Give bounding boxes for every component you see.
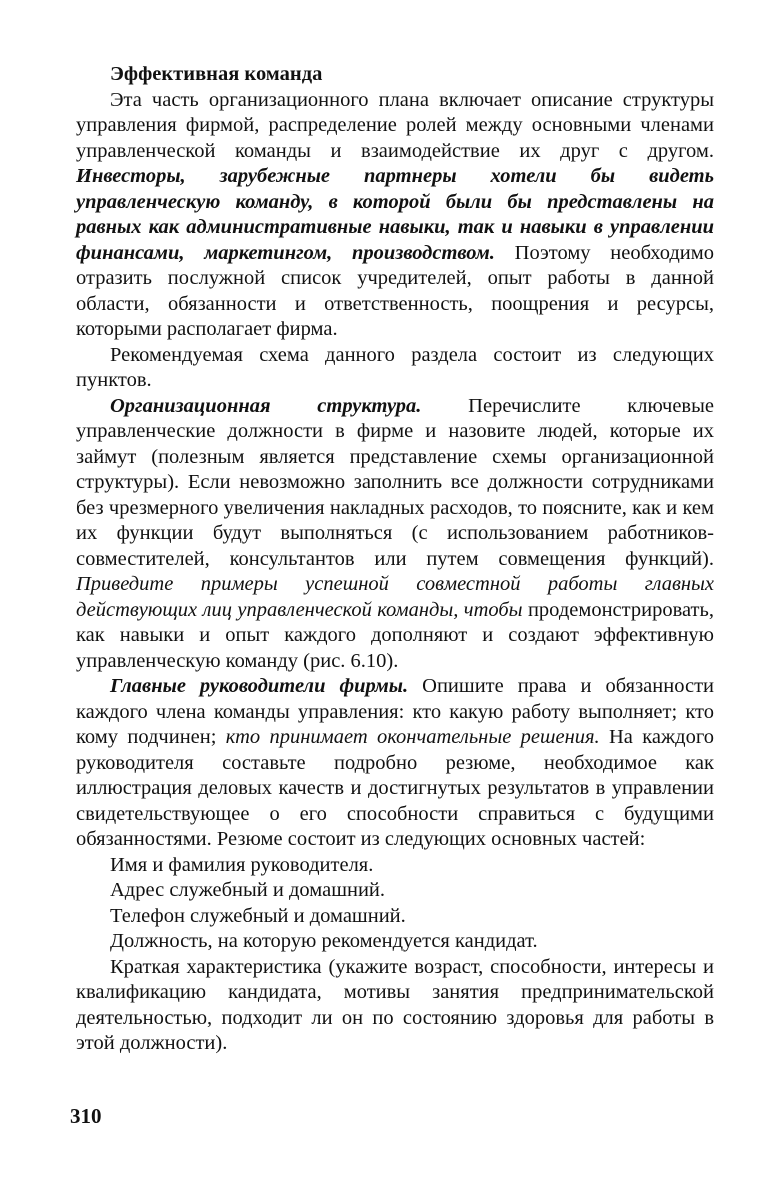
intro-emphasis: Инвесторы, зарубежные партнеры хотели бы видеть управленческую команду, в которой были бы представлены на равных как административные навыки, так и навыки в управлении финансами, маркетингом, производством. xyxy=(76,165,714,264)
paragraph-scheme: Рекомендуемая схема данного раздела состоит из следующих пунктов. xyxy=(76,343,714,391)
org-structure-lead: Организационная структура. xyxy=(110,394,422,417)
managers-text-1: Опишите права и обязанности каждого члена команды управления: кто какую работу выполняет; кто кому подчинен; xyxy=(76,675,715,748)
page-body xyxy=(76,62,714,1057)
paragraph-org-structure xyxy=(76,394,714,675)
list-item: Имя и фамилия руководителя. xyxy=(110,853,374,876)
list-item: Должность, на которую рекомендуется кандидат. xyxy=(110,930,538,952)
paragraph-intro xyxy=(76,88,714,343)
org-structure-emphasis: Приведите примеры успешной совместной работы главных действующих лиц управленческой команды, чтобы xyxy=(76,573,714,621)
section-heading: Эффективная команда xyxy=(110,63,323,85)
intro-text-1: Эта часть организационного плана включает описание структуры управления фирмой, распределение ролей между основными членами управленческой команды и взаимодействие их друг с другом. xyxy=(76,88,714,162)
paragraph-managers xyxy=(76,674,714,853)
org-structure-text-1: Перечислите ключевые управленческие должности в фирме и назовите людей, которые их займут (полезным является представление схемы организационной структуры). Если невозможно заполнить все должности сотрудниками без чрезмерного увеличения накладных расходов, то поясните, как и кем их функции будут выполняться (с использованием работников-совместителей, консультантов или путем совмещения функций). xyxy=(76,394,714,570)
managers-lead: Главные руководители фирмы. xyxy=(110,675,409,697)
managers-text-2: На каждого руководителя составьте подробно резюме, необходимое как иллюстрация деловых качеств и достигнутых результатов в управлении свидетельствующее о его способности справиться с будущими обязанностями. Резюме состоит из следующих основных частей: xyxy=(76,726,714,850)
paragraph-summary: Краткая характеристика (укажите возраст, способности, интересы и квалификацию кандидата, мотивы занятия предпринимательской деятельностью, подходит ли он по состоянию здоровья для работы в этой должности). xyxy=(76,955,714,1054)
intro-text-2: Поэтому необходимо отразить послужной список учредителей, опыт работы в данной области, обязанности и ответственность, поощрения и ресурсы, которыми располагает фирма. xyxy=(76,241,714,340)
list-item: Адрес служебный и домашний. xyxy=(110,879,386,901)
org-structure-text-2: продемонстрировать, как навыки и опыт каждого дополняют и создают эффективную управленческую команду (рис. 6.10). xyxy=(76,598,714,672)
page-number: 310 xyxy=(70,1104,102,1128)
list-item: Телефон служебный и домашний. xyxy=(110,904,406,927)
managers-emphasis: кто принимает окончательные решения. xyxy=(225,726,600,748)
